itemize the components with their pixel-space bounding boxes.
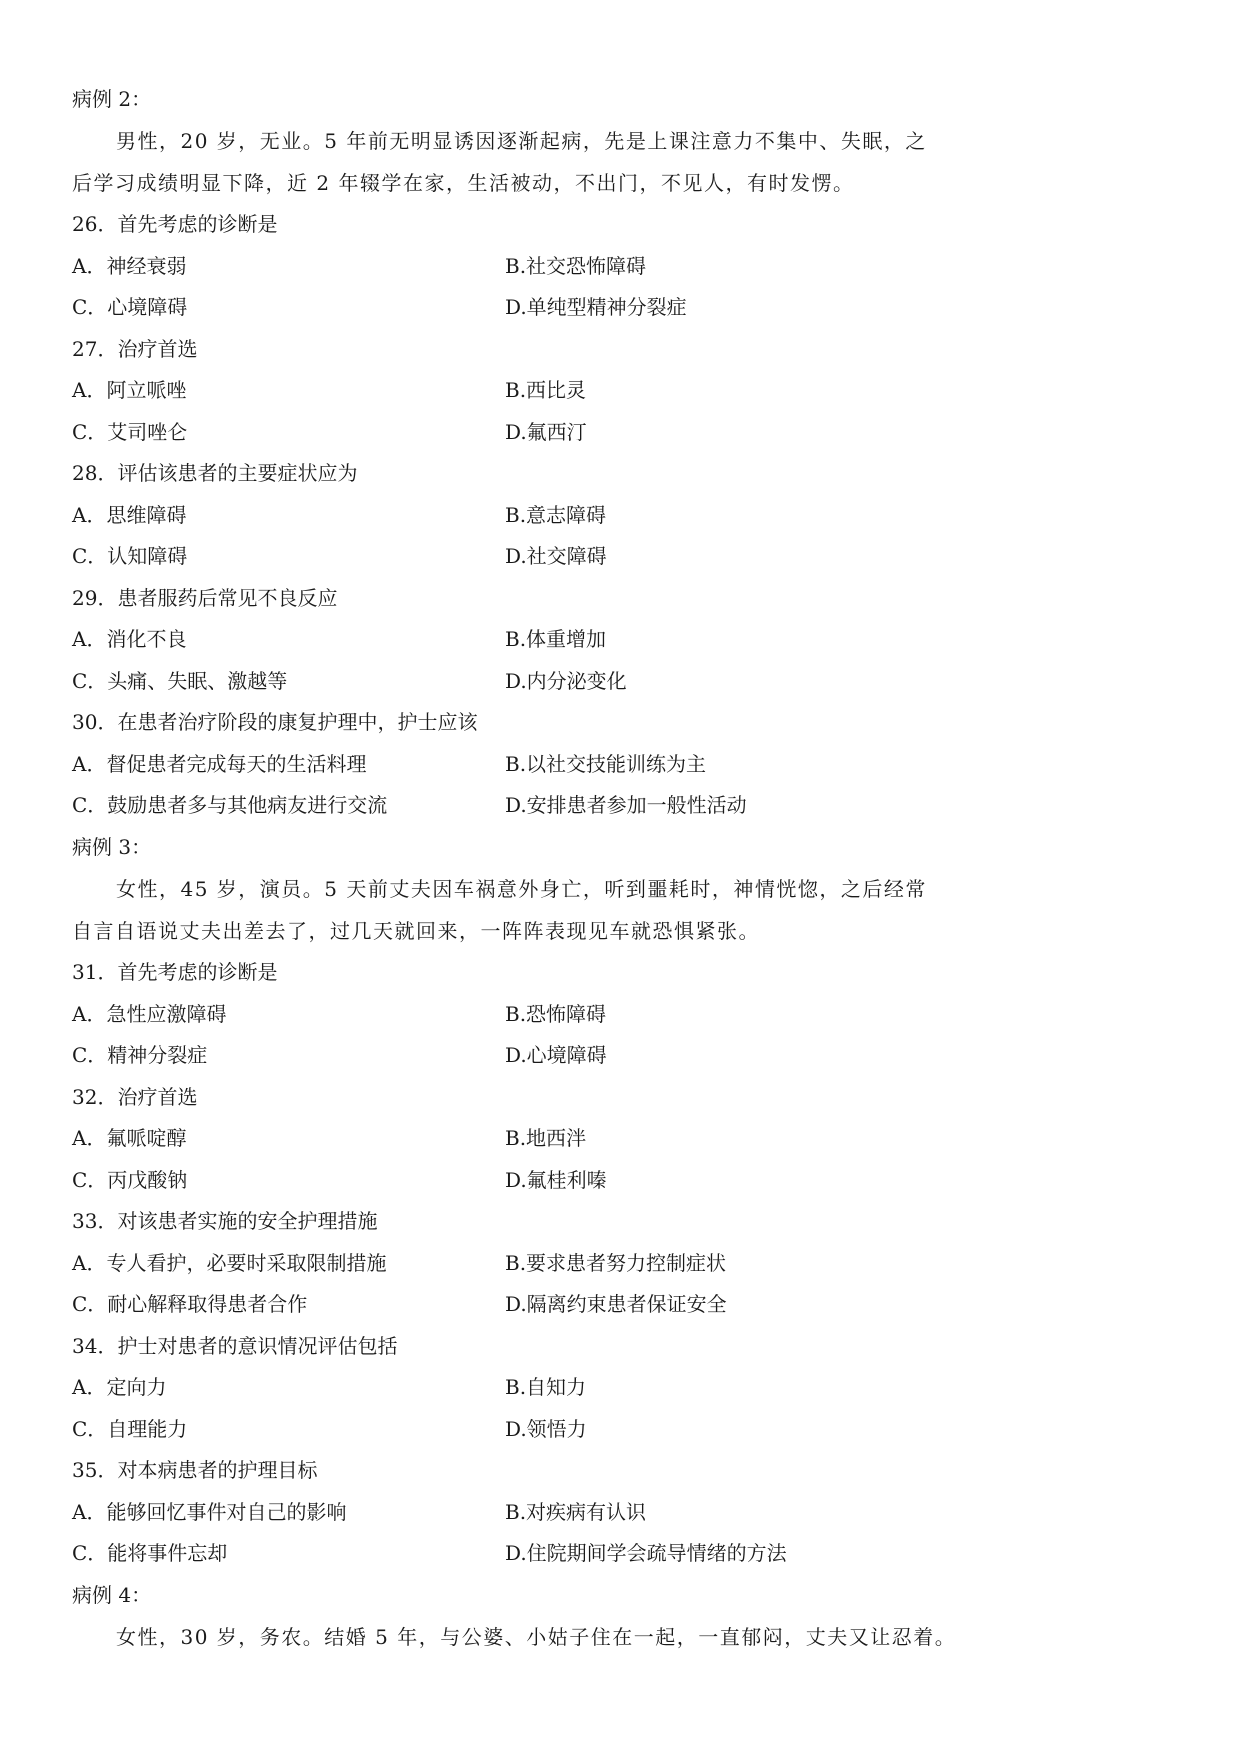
- question-stem: 29．患者服药后常见不良反应: [72, 586, 338, 610]
- option-c: C．自理能力: [72, 1417, 188, 1441]
- question-stem: 35．对本病患者的护理目标: [72, 1458, 318, 1482]
- option-a: A．思维障碍: [72, 503, 187, 527]
- option-b: B.以社交技能训练为主: [505, 752, 707, 776]
- option-b: B.要求患者努力控制症状: [505, 1251, 727, 1275]
- option-a: A．专人看护，必要时采取限制措施: [72, 1251, 387, 1275]
- case-description-line: 男性，20 岁，无业。5 年前无明显诱因逐渐起病，先是上课注意力不集中、失眠，之: [116, 129, 927, 153]
- option-d: D.心境障碍: [505, 1043, 607, 1067]
- case-heading: 病例 2：: [72, 87, 152, 111]
- option-c: C．心境障碍: [72, 295, 188, 319]
- question-stem: 34．护士对患者的意识情况评估包括: [72, 1334, 398, 1358]
- option-d: D.内分泌变化: [505, 669, 627, 693]
- option-b: B.自知力: [505, 1375, 587, 1399]
- case-description-line: 女性，45 岁，演员。5 天前丈夫因车祸意外身亡，听到噩耗时，神情恍惚，之后经常: [116, 877, 927, 901]
- option-b: B.社交恐怖障碍: [505, 254, 647, 278]
- option-d: D.社交障碍: [505, 544, 607, 568]
- option-d: D.领悟力: [505, 1417, 587, 1441]
- option-d: D.氟西汀: [505, 420, 587, 444]
- option-a: A．急性应激障碍: [72, 1002, 227, 1026]
- option-d: D.隔离约束患者保证安全: [505, 1292, 727, 1316]
- option-a: A．督促患者完成每天的生活料理: [72, 752, 367, 776]
- option-a: A．阿立哌唑: [72, 378, 187, 402]
- option-b: B.地西泮: [505, 1126, 587, 1150]
- question-stem: 27．治疗首选: [72, 337, 198, 361]
- option-a: A．消化不良: [72, 627, 187, 651]
- option-c: C．精神分裂症: [72, 1043, 208, 1067]
- question-stem: 31．首先考虑的诊断是: [72, 960, 278, 984]
- option-b: B.体重增加: [505, 627, 607, 651]
- option-c: C．头痛、失眠、激越等: [72, 669, 288, 693]
- option-a: A．氟哌啶醇: [72, 1126, 187, 1150]
- option-b: B.对疾病有认识: [505, 1500, 647, 1524]
- option-c: C．耐心解释取得患者合作: [72, 1292, 308, 1316]
- case-heading: 病例 4：: [72, 1583, 152, 1607]
- option-d: D.住院期间学会疏导情绪的方法: [505, 1541, 787, 1565]
- case-description-line: 后学习成绩明显下降，近 2 年辍学在家，生活被动，不出门，不见人，有时发愣。: [72, 171, 855, 195]
- option-a: A．定向力: [72, 1375, 167, 1399]
- case-heading: 病例 3：: [72, 835, 152, 859]
- option-b: B.意志障碍: [505, 503, 607, 527]
- question-stem: 33．对该患者实施的安全护理措施: [72, 1209, 378, 1233]
- question-stem: 28．评估该患者的主要症状应为: [72, 461, 358, 485]
- question-stem: 26．首先考虑的诊断是: [72, 212, 278, 236]
- option-d: D.安排患者参加一般性活动: [505, 793, 747, 817]
- option-c: C．认知障碍: [72, 544, 188, 568]
- case-description-line: 自言自语说丈夫出差去了，过几天就回来，一阵阵表现见车就恐惧紧张。: [72, 919, 760, 943]
- option-d: D.氟桂利嗪: [505, 1168, 607, 1192]
- option-c: C．艾司唑仑: [72, 420, 188, 444]
- option-c: C．丙戊酸钠: [72, 1168, 188, 1192]
- case-description-line: 女性，30 岁，务农。结婚 5 年，与公婆、小姑子住在一起，一直郁闷，丈夫又让忍着。: [116, 1625, 957, 1649]
- option-a: A．能够回忆事件对自己的影响: [72, 1500, 347, 1524]
- question-stem: 30．在患者治疗阶段的康复护理中，护士应该: [72, 710, 478, 734]
- option-b: B.西比灵: [505, 378, 587, 402]
- question-stem: 32．治疗首选: [72, 1085, 198, 1109]
- option-a: A．神经衰弱: [72, 254, 187, 278]
- option-c: C．能将事件忘却: [72, 1541, 228, 1565]
- option-b: B.恐怖障碍: [505, 1002, 607, 1026]
- option-c: C．鼓励患者多与其他病友进行交流: [72, 793, 388, 817]
- option-d: D.单纯型精神分裂症: [505, 295, 687, 319]
